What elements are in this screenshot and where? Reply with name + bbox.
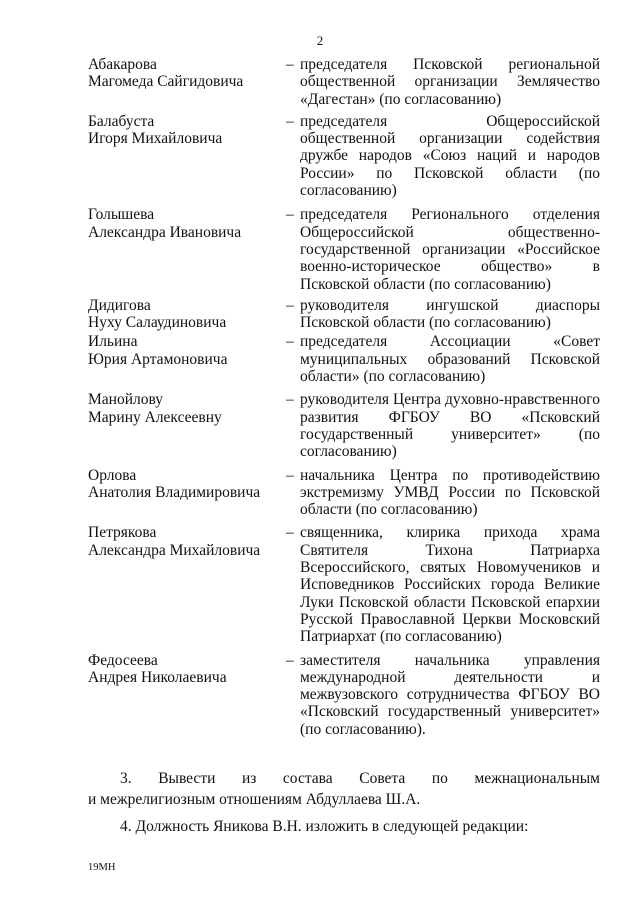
member-name — [88, 297, 286, 332]
member-entry — [88, 206, 600, 292]
member-name — [88, 391, 286, 460]
member-role: председателя Общероссийской общественной организации содействия дружбе народов «Союз наций и народов России» по Псковской области (по согласованию) — [300, 112, 600, 200]
dash: – — [286, 56, 294, 73]
member-role: председателя Псковской региональной общественной организации Землячество «Дагестан» (по согласованию) — [300, 56, 600, 108]
member-entry — [88, 113, 600, 199]
paragraph-3-line-1: 3. Вывести из состава Совета по межнациональным — [120, 770, 600, 787]
member-role: начальника Центра по противодействию экстремизму УМВД России по Псковской области (по согласованию) — [300, 466, 600, 519]
member-entry — [88, 56, 600, 108]
dash: – — [286, 112, 294, 130]
member-given-name: Юрия Артамоновича — [88, 350, 228, 368]
member-entry — [88, 652, 600, 738]
member-name — [88, 524, 286, 645]
dash: – — [286, 391, 294, 409]
member-surname: Абакарова — [88, 56, 157, 73]
paragraph-3-line-2: и межрелигиозным отношениям Абдуллаева Ш.А. — [88, 791, 421, 808]
member-given-name: Магомеда Сайгидовича — [88, 73, 244, 91]
member-role: священника, клирика прихода храма Святителя Тихона Патриарха Всероссийского, святых Новомучеников и Исповедников Российских города Великие Луки Псковской области Псковской епархии Русской Православной Церкви Московский Патриархат (по согласованию) — [300, 524, 600, 646]
paragraph-4: 4. Должность Яникова В.Н. изложить в следующей редакции: — [120, 818, 529, 835]
member-given-name: Александра Ивановича — [88, 223, 242, 241]
member-surname: Орлова — [88, 466, 137, 484]
member-entry — [88, 297, 600, 332]
dash: – — [286, 206, 294, 224]
member-given-name: Андрея Николаевича — [88, 668, 227, 686]
member-surname: Ильина — [88, 333, 138, 351]
member-entry — [88, 333, 600, 385]
member-name — [88, 652, 286, 738]
member-surname: Петрякова — [88, 524, 157, 542]
paragraph-3 — [88, 768, 600, 810]
member-role: председателя Ассоциации «Совет муниципальных образований Псковской области» (по согласованию) — [300, 333, 600, 386]
member-surname: Федосеева — [88, 651, 158, 669]
member-role: руководителя ингушской диаспоры Псковской области (по согласованию) — [300, 296, 600, 332]
member-given-name: Анатолия Владимировича — [88, 483, 261, 501]
dash: – — [286, 651, 294, 669]
member-name — [88, 467, 286, 519]
member-name — [88, 113, 286, 199]
members-list — [88, 56, 600, 738]
member-surname: Голышева — [88, 206, 155, 224]
member-entry — [88, 467, 600, 519]
member-surname: Балабуста — [88, 112, 155, 130]
member-given-name: Марину Алексеевну — [88, 408, 222, 426]
member-name — [88, 206, 286, 292]
member-given-name: Игоря Михайловича — [88, 130, 223, 148]
page-number: 2 — [316, 33, 324, 48]
dash: – — [286, 296, 294, 314]
member-entry — [88, 524, 600, 645]
dash: – — [286, 333, 294, 351]
document-code: 19МН — [88, 862, 116, 873]
member-role: заместителя начальника управления международной деятельности и межвузовского сотрудничества ФГБОУ ВО «Псковский государственный университет» (по согласованию). — [300, 651, 600, 738]
member-role: руководителя Центра духовно-нравственного развития ФГБОУ ВО «Псковский государственный университет» (по согласованию) — [300, 391, 600, 461]
member-given-name: Нуху Салаудиновича — [88, 314, 227, 332]
dash: – — [286, 466, 294, 484]
member-name — [88, 56, 286, 108]
member-name — [88, 333, 286, 385]
member-role: председателя Регионального отделения Общероссийской общественно-государственной организации «Российское военно-историческое общество» в Псковской области (по согласованию) — [300, 206, 600, 293]
member-given-name: Александра Михайловича — [88, 541, 261, 559]
dash: – — [286, 524, 294, 542]
member-surname: Дидигова — [88, 296, 151, 314]
member-surname: Манойлову — [88, 391, 164, 409]
member-entry — [88, 391, 600, 460]
